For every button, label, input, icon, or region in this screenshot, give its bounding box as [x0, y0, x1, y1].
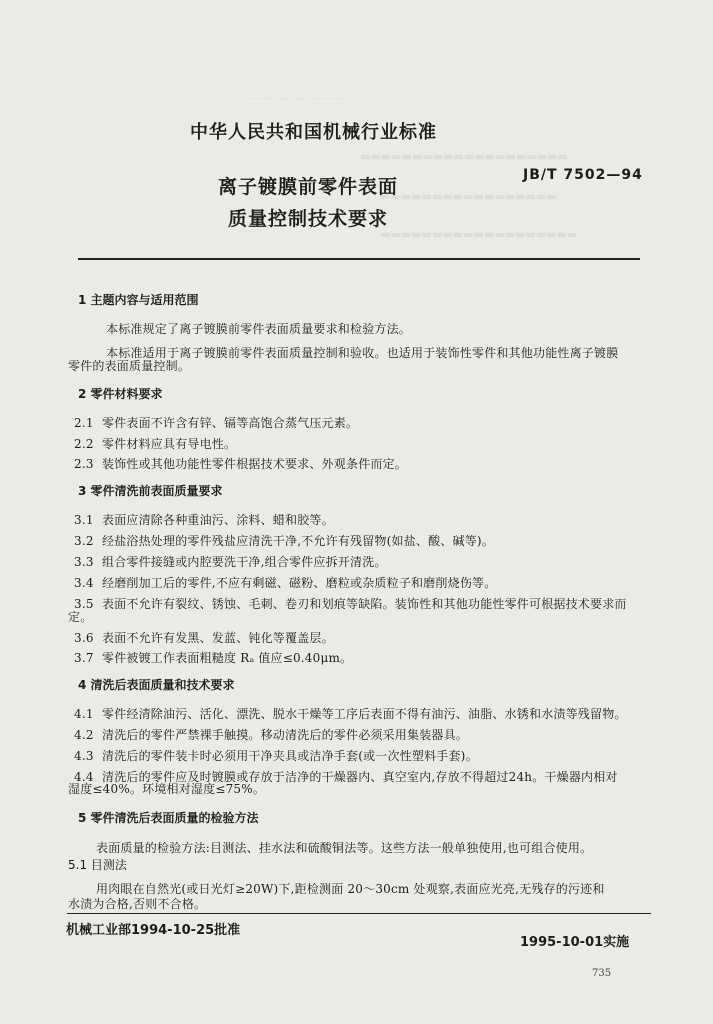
section-5-paragraph-1: 表面质量的检验方法:目测法、挂水法和硫酸铜法等。这些方法一般单独使用,也可组合使用。 [96, 841, 593, 855]
bleed-through-text: ▬▬▬▬▬▬▬▬▬▬▬▬▬▬▬▬▬▬▬ [380, 228, 578, 241]
bleed-through-text: ▬▬▬▬▬▬▬▬▬▬▬▬▬▬▬▬▬ [380, 190, 557, 203]
approval-date: 机械工业部1994-10-25批准 [66, 923, 241, 938]
page-number: 735 [592, 968, 612, 979]
clause-3-1: 3.1 表面应清除各种重油污、涂料、蜡和胶等。 [74, 513, 334, 527]
standard-code: JB/T 7502—94 [523, 167, 643, 183]
clause-4-2: 4.2 清洗后的零件严禁裸手触摸。移动清洗后的零件必须采用集装器具。 [74, 728, 469, 742]
clause-4-4-cont: 湿度≤40%。环境相对湿度≤75%。 [68, 782, 266, 796]
clause-3-7: 3.7 零件被镀工作表面粗糙度 Rₐ 值应≤0.40μm。 [74, 651, 353, 665]
section-1-paragraph-2-cont: 零件的表面质量控制。 [68, 359, 191, 373]
subsection-5-1-heading: 5.1 目测法 [68, 858, 127, 872]
clause-4-3: 4.3 清洗后的零件装卡时必须用干净夹具或洁净手套(或一次性塑料手套)。 [74, 749, 478, 763]
document-title-line2: 质量控制技术要求 [228, 208, 389, 230]
clause-2-2: 2.2 零件材料应具有导电性。 [74, 437, 237, 451]
section-3-heading: 3 零件清洗前表面质量要求 [78, 484, 223, 498]
section-1-heading: 1 主题内容与适用范围 [78, 293, 199, 307]
clause-2-1: 2.1 零件表面不许含有锌、镉等高饱合蒸气压元素。 [74, 416, 359, 430]
clause-4-4: 4.4 清洗后的零件应及时镀膜或存放于洁净的干燥器内、真空室内,存放不得超过24h。干燥器内相对 [74, 770, 618, 784]
bleed-through-text: — — — — — — — [250, 92, 348, 105]
standard-category: 中华人民共和国机械行业标准 [190, 122, 437, 143]
clause-4-1: 4.1 零件经清除油污、活化、漂洗、脱水干燥等工序后表面不得有油污、油脂、水锈和水渍等残留物。 [74, 707, 627, 721]
header-divider [78, 258, 640, 260]
effective-date: 1995-10-01实施 [520, 935, 630, 950]
section-1-paragraph-1: 本标准规定了离子镀膜前零件表面质量要求和检验方法。 [106, 322, 412, 336]
section-4-heading: 4 清洗后表面质量和技术要求 [78, 678, 235, 692]
clause-3-5: 3.5 表面不允许有裂纹、锈蚀、毛刺、卷刃和划痕等缺陷。装饰性和其他功能性零件可根据技术要求而 [74, 597, 627, 611]
document-title-line1: 离子镀膜前零件表面 [218, 176, 399, 198]
subsection-5-1-paragraph-cont: 水渍为合格,否则不合格。 [68, 897, 207, 911]
section-1-paragraph-2: 本标准适用于离子镀膜前零件表面质量控制和验收。也适用于装饰性零件和其他功能性离子镀膜 [106, 346, 619, 360]
section-5-heading: 5 零件清洗后表面质量的检验方法 [78, 811, 259, 825]
clause-2-3: 2.3 装饰性或其他功能性零件根据技术要求、外观条件而定。 [74, 457, 408, 471]
clause-3-3: 3.3 组合零件接缝或内腔要洗干净,组合零件应拆开清洗。 [74, 555, 387, 569]
clause-3-4: 3.4 经磨削加工后的零件,不应有剩磁、磁粉、磨粒或杂质粒子和磨削烧伤等。 [74, 576, 497, 590]
clause-3-6: 3.6 表面不允许有发黑、发蓝、钝化等覆盖层。 [74, 631, 334, 645]
footer-divider [67, 913, 651, 914]
clause-3-2: 3.2 经盐浴热处理的零件残盐应清洗干净,不允许有残留物(如盐、酸、碱等)。 [74, 534, 494, 548]
subsection-5-1-paragraph: 用肉眼在自然光(或日光灯≥20W)下,距检测面 20～30cm 处观察,表面应光亮,无残存的污迹和 [96, 882, 605, 896]
clause-3-5-cont: 定。 [68, 610, 93, 624]
section-2-heading: 2 零件材料要求 [78, 387, 163, 401]
bleed-through-text: ▬▬▬▬▬▬▬▬▬▬▬▬▬▬▬▬▬▬▬▬ [360, 150, 568, 163]
